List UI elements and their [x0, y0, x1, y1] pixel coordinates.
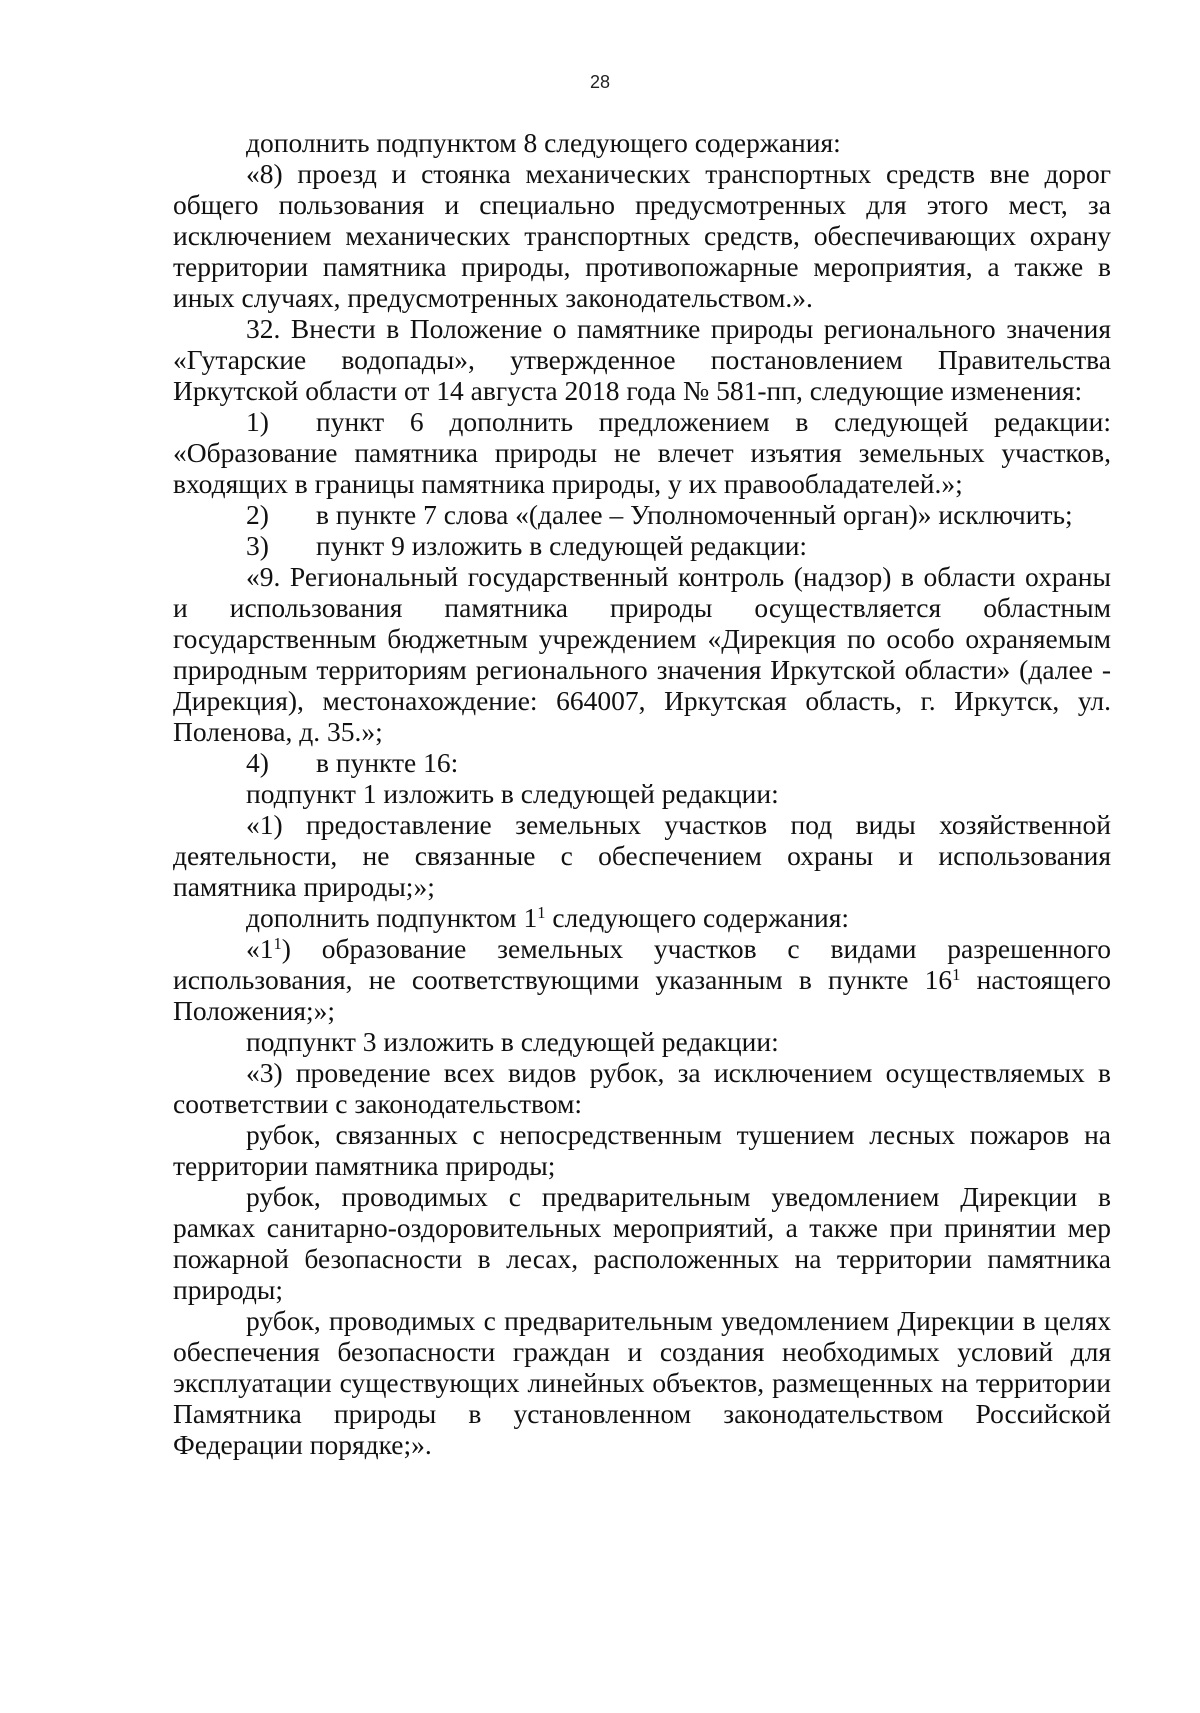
document-body [173, 127, 1111, 1460]
paragraph-subitem-8-text: «8) проезд и стоянка механических транспортных средств вне дорог общего пользования и специально предусмотренных для этого мест, за исключением механических транспортных средств, обеспечивающих охрану территории памятника природы, противопожарные мероприятия, а также в иных случаях, предусмотренных законодательством.». [173, 158, 1111, 313]
paragraph-add-subitem-8: дополнить подпунктом 8 следующего содержания: [246, 127, 841, 158]
list-item-number: 1) [246, 406, 269, 437]
list-item-text: в пункте 16: [316, 747, 459, 778]
paragraph-logging-fire: рубок, связанных с непосредственным тушением лесных пожаров на территории памятника природы; [173, 1119, 1111, 1181]
list-item-4 [173, 747, 1111, 778]
paragraph-subitem-1-1-text [173, 933, 1111, 1026]
paragraph-subitem-3-instruction: подпункт 3 изложить в следующей редакции: [246, 1026, 779, 1057]
list-item-2 [173, 499, 1111, 530]
list-item-1 [173, 406, 1111, 437]
list-item-number: 3) [246, 530, 269, 561]
superscript: 1 [952, 964, 961, 984]
paragraph-item-6-addition: «Образование памятника природы не влечет изъятия земельных участков, входящих в границы памятника природы, у их правообладателей.»; [173, 437, 1111, 499]
paragraph-logging-safety: рубок, проводимых с предварительным уведомлением Дирекции в целях обеспечения безопасности граждан и создания необходимых условий для эксплуатации существующих линейных объектов, размещенных на территории Памятника природы в установленном законодательством Российской Федерации порядке;». [173, 1305, 1111, 1460]
list-item-text: пункт 6 дополнить предложением в следующей редакции: [316, 406, 1111, 437]
page-number: 28 [589, 72, 611, 92]
list-item-number: 4) [246, 747, 269, 778]
paragraph-subitem-3-text: «3) проведение всех видов рубок, за исключением осуществляемых в соответствии с законодательством: [173, 1057, 1111, 1119]
paragraph-item-32: 32. Внести в Положение о памятнике природы регионального значения «Гутарские водопады», утвержденное постановлением Правительства Иркутской области от 14 августа 2018 года № 581-пп, следующие изменения: [173, 313, 1111, 406]
paragraph-subitem-1-text: «1) предоставление земельных участков под виды хозяйственной деятельности, не связанные с обеспечением охраны и использования памятника природы;»; [173, 809, 1111, 902]
paragraph-logging-sanitary: рубок, проводимых с предварительным уведомлением Дирекции в рамках санитарно-оздоровительных мероприятий, а также при принятии мер пожарной безопасности в лесах, расположенных на территории памятника природы; [173, 1181, 1111, 1305]
list-item-3 [173, 530, 1111, 561]
superscript: 1 [537, 902, 546, 922]
paragraph-item-9-text: «9. Региональный государственный контроль (надзор) в области охраны и использования памятника природы осуществляется областным государственным бюджетным учреждением «Дирекция по особо охраняемым природным территориям регионального значения Иркутской области» (далее - Дирекция), местонахождение: 664007, Иркутская область, г. Иркутск, ул. Поленова, д. 35.»; [173, 561, 1111, 747]
paragraph-subitem-1-instruction: подпункт 1 изложить в следующей редакции: [246, 778, 779, 809]
list-item-number: 2) [246, 499, 269, 530]
list-item-text: пункт 9 изложить в следующей редакции: [316, 530, 808, 561]
text-fragment: «1 [246, 933, 274, 964]
paragraph-add-subitem-1-1 [173, 902, 1111, 933]
text-fragment: дополнить подпунктом 1 [246, 902, 538, 933]
superscript: 1 [273, 933, 282, 953]
text-fragment: настоящего Положения;»; [173, 964, 1111, 1026]
list-item-text: в пункте 7 слова «(далее – Уполномоченный орган)» исключить; [316, 499, 1073, 530]
text-fragment: ) образование земельных участков с видами разрешенного использования, не соответствующими указанным в пункте 16 [173, 933, 1111, 995]
text-fragment: следующего содержания: [545, 902, 850, 933]
